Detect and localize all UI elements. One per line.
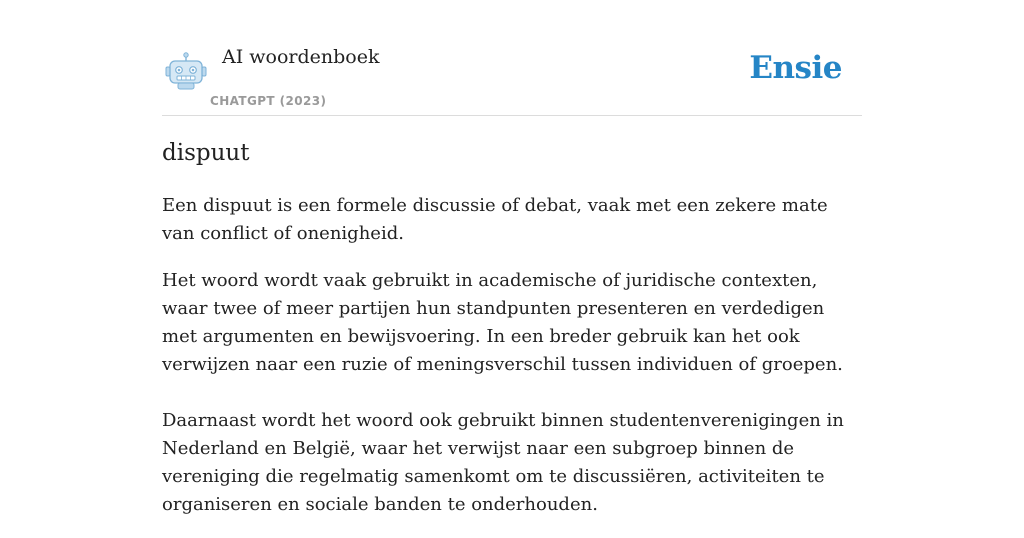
source-title[interactable]: AI woordenboek: [222, 46, 380, 68]
robot-icon: [165, 52, 207, 90]
entry-header: [162, 0, 862, 116]
definition-paragraph: Een dispuut is een formele discussie of debat, vaak met een zekere mate van conflict of onenigheid.: [162, 195, 828, 244]
entry-term: dispuut: [162, 140, 250, 166]
definition-paragraph: Het woord wordt vaak gebruikt in academische of juridische contexten, waar twee of meer partijen hun standpunten presenteren en verdedigen met argumenten en bewijsvoering. In een breder gebruik kan het ook verwijzen naar een ruzie of meningsverschil tussen individuen of groepen.: [162, 270, 843, 375]
definition-paragraph: Daarnaast wordt het woord ook gebruikt binnen studentenverenigingen in Nederland en België, waar het verwijst naar een subgroep binnen de vereniging die regelmatig samenkomt om te discussiëren, activiteiten te organiseren en sociale banden te onderhouden.: [162, 410, 844, 515]
source-meta: CHATGPT (2023): [210, 94, 327, 108]
entry-card: [162, 0, 862, 515]
paragraph-gap: [162, 379, 862, 407]
brand-logo[interactable]: Ensie: [749, 50, 842, 86]
entry-definition: [162, 192, 862, 538]
